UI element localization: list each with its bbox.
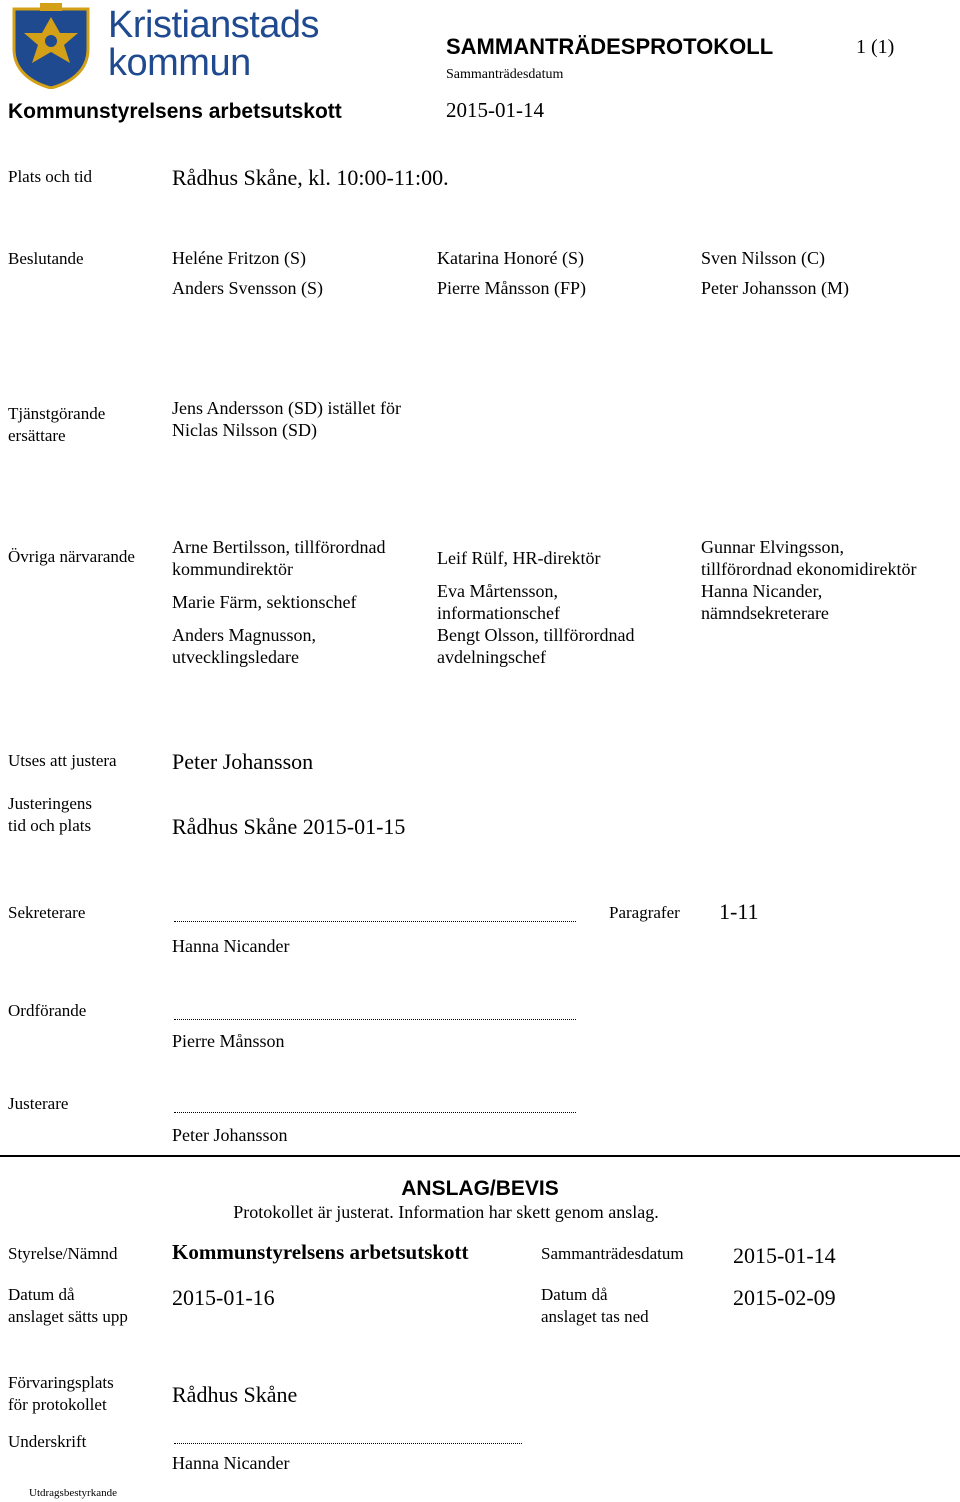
document-type: SAMMANTRÄDESPROTOKOLL	[446, 34, 774, 59]
justering-time-label-line: Justeringens	[8, 794, 93, 813]
forvaring-label-line: Förvaringsplats	[8, 1373, 114, 1392]
ovriga-col-3	[701, 536, 916, 624]
justerare-label: Justerare	[8, 1094, 69, 1113]
date-label: Sammanträdesdatum	[446, 67, 564, 82]
attendee-line: nämndsekreterare	[701, 603, 829, 623]
signature-line	[174, 1112, 576, 1113]
sekreterare-name: Hanna Nicander	[172, 936, 290, 956]
attendee-line: Arne Bertilsson, tillförordnad	[172, 537, 386, 557]
attendee-line: avdelningschef	[437, 647, 546, 667]
signature-line	[174, 1443, 522, 1444]
styrelse-label: Styrelse/Nämnd	[8, 1244, 118, 1263]
member-name: Sven Nilsson (C)	[701, 248, 826, 268]
justering-time-label-line: tid och plats	[8, 816, 92, 835]
upp-label	[8, 1284, 128, 1328]
beslutande-label: Beslutande	[8, 249, 84, 268]
place-time-value: Rådhus Skåne, kl. 10:00-11:00.	[172, 165, 449, 190]
attendee-line: Eva Mårtensson,	[437, 581, 558, 601]
justera-value: Peter Johansson	[172, 749, 314, 774]
justering-time-value: Rådhus Skåne 2015-01-15	[172, 814, 406, 839]
forvaring-label	[8, 1372, 114, 1416]
member-name: Heléne Fritzon (S)	[172, 248, 306, 268]
coat-of-arms-icon	[10, 3, 92, 89]
upp-label-line: anslaget sätts upp	[8, 1307, 128, 1326]
attendee-line: Anders Magnusson,	[172, 625, 316, 645]
ovriga-col-1	[172, 536, 385, 668]
ovriga-label: Övriga närvarande	[8, 547, 135, 566]
underskrift-name: Hanna Nicander	[172, 1453, 290, 1473]
footer-text: Utdragsbestyrkande	[29, 1487, 117, 1499]
ned-label	[541, 1284, 649, 1328]
anslag-subtitle: Protokollet är justerat. Information har skett genom anslag.	[233, 1202, 659, 1222]
ned-value: 2015-02-09	[733, 1285, 836, 1310]
signature-line	[174, 1019, 576, 1020]
anslag-date-value: 2015-01-14	[733, 1243, 836, 1268]
attendee-line: kommundirektör	[172, 559, 293, 579]
ordforande-label: Ordförande	[8, 1001, 87, 1020]
forvaring-value: Rådhus Skåne	[172, 1382, 298, 1407]
paragrafer-value: 1-11	[719, 899, 759, 924]
ovriga-col-2	[437, 547, 634, 668]
upp-value: 2015-01-16	[172, 1285, 275, 1310]
member-name: Anders Svensson (S)	[172, 278, 323, 298]
forvaring-label-line: för protokollet	[8, 1395, 107, 1414]
ersattare-label	[8, 403, 105, 447]
logo-line-1: Kristianstads	[108, 4, 320, 46]
meeting-date: 2015-01-14	[446, 98, 544, 122]
municipality-logo	[108, 6, 319, 82]
attendee-line: Marie Färm, sektionschef	[172, 592, 357, 612]
sekreterare-label: Sekreterare	[8, 903, 86, 922]
ersattare-value	[172, 397, 401, 441]
justera-label: Utses att justera	[8, 751, 117, 770]
attendee-line: Bengt Olsson, tillförordnad	[437, 625, 635, 645]
ersattare-line: Niclas Nilsson (SD)	[172, 420, 317, 440]
member-name: Pierre Månsson (FP)	[437, 278, 586, 298]
attendee-line: Leif Rülf, HR-direktör	[437, 548, 601, 568]
underskrift-label: Underskrift	[8, 1432, 87, 1451]
ersattare-label-line: Tjänstgörande	[8, 404, 106, 423]
styrelse-value: Kommunstyrelsens arbetsutskott	[172, 1240, 469, 1264]
attendee-line: utvecklingsledare	[172, 647, 299, 667]
ersattare-label-line: ersättare	[8, 426, 66, 445]
member-name: Peter Johansson (M)	[701, 278, 849, 298]
page-number: 1 (1)	[856, 36, 895, 58]
ned-label-line: anslaget tas ned	[541, 1307, 649, 1326]
paragrafer-label: Paragrafer	[609, 903, 680, 922]
anslag-title: ANSLAG/BEVIS	[401, 1177, 559, 1200]
ersattare-line: Jens Andersson (SD) istället för	[172, 398, 401, 418]
attendee-line: Hanna Nicander,	[701, 581, 823, 601]
logo-line-2: kommun	[108, 42, 251, 84]
section-divider	[0, 1155, 960, 1157]
justerare-name: Peter Johansson	[172, 1125, 288, 1145]
ned-label-line: Datum då	[541, 1285, 608, 1304]
justering-time-label	[8, 793, 92, 837]
upp-label-line: Datum då	[8, 1285, 75, 1304]
place-time-label: Plats och tid	[8, 167, 93, 186]
signature-line	[174, 921, 576, 922]
anslag-date-label: Sammanträdesdatum	[541, 1244, 684, 1263]
attendee-line: Gunnar Elvingsson,	[701, 537, 844, 557]
attendee-line: informationschef	[437, 603, 560, 623]
ordforande-name: Pierre Månsson	[172, 1031, 285, 1051]
committee-title: Kommunstyrelsens arbetsutskott	[8, 100, 342, 123]
member-name: Katarina Honoré (S)	[437, 248, 584, 268]
attendee-line: tillförordnad ekonomidirektör	[701, 559, 917, 579]
